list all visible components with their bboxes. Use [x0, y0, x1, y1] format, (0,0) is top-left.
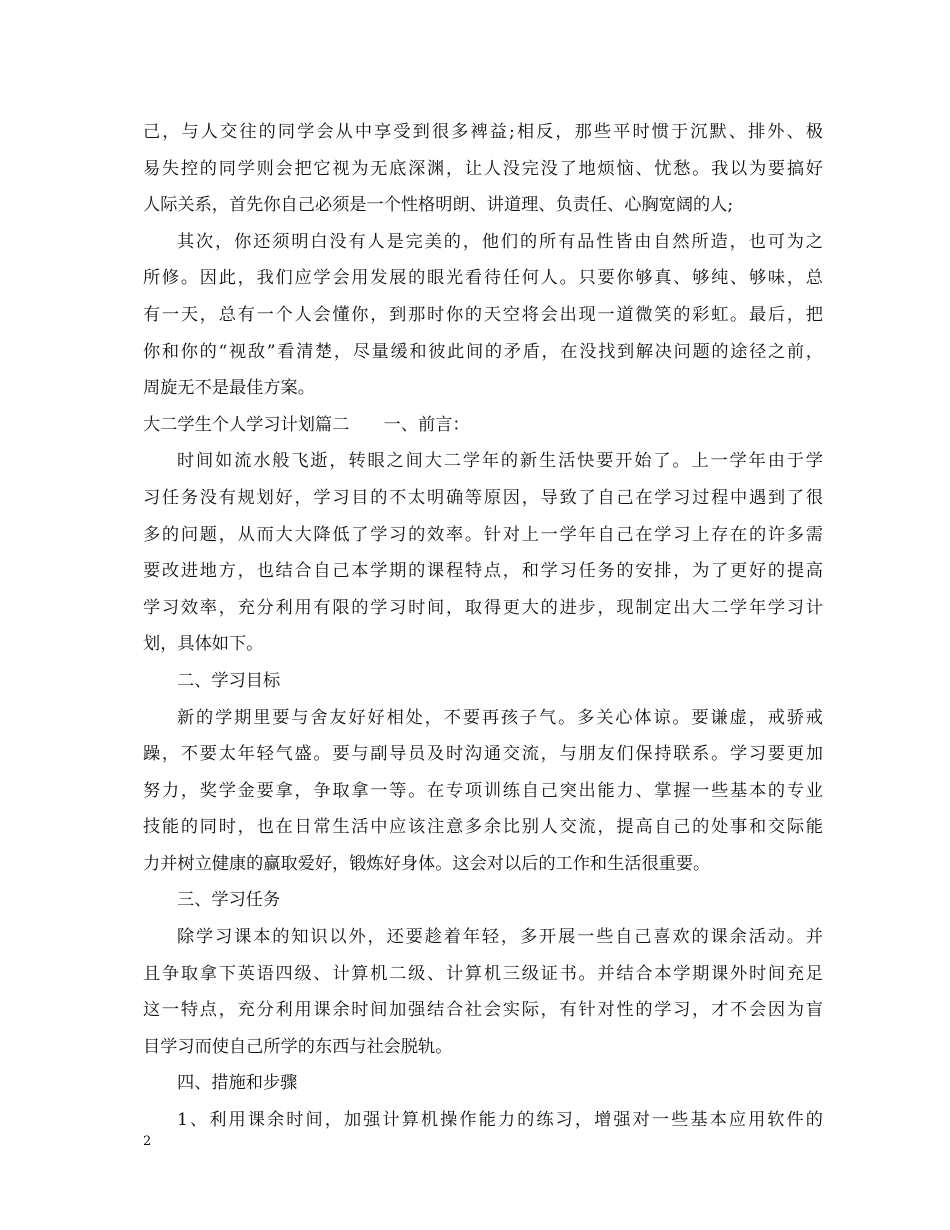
text-line: 所修。因此，我们应学会用发展的眼光看待任何人。只要你够真、够纯、够味，总 [143, 268, 823, 289]
text-line: 且争取拿下英语四级、计算机二级、计算机三级证书。并结合本学期课外时间充足 [143, 963, 823, 984]
text-line: 目学习而使自己所学的东西与社会脱轨。 [143, 1036, 453, 1057]
text-line: 人际关系，首先你自己必须是一个性格明朗、讲道理、负责任、心胸宽阔的人; [143, 195, 734, 216]
text-line: 你和你的“视敌”看清楚，尽量缓和彼此间的矛盾，在没找到解决问题的途径之前， [143, 341, 823, 362]
text-line: 新的学期里要与舍友好好相处，不要再孩子气。多关心体谅。要谦虚，戒骄戒 [177, 707, 823, 728]
text-line: 学习效率，充分利用有限的学习时间，取得更大的进步，现制定出大二学年学习计 [143, 597, 823, 618]
text-line: 易失控的同学则会把它视为无底深渊，让人没完没了地烦恼、忧愁。我以为要搞好 [143, 158, 823, 179]
text-line: 二、学习目标 [177, 670, 281, 691]
text-line: 大二学生个人学习计划篇二 一、前言： [143, 414, 470, 435]
text-line: 这一特点，充分利用课余时间加强结合社会实际，有针对性的学习，才不会因为盲 [143, 1000, 823, 1021]
text-line: 躁，不要太年轻气盛。要与副导员及时沟通交流，与朋友们保持联系。学习要更加 [143, 744, 823, 765]
text-line: 要改进地方，也结合自己本学期的课程特点，和学习任务的安排，为了更好的提高 [143, 561, 823, 582]
text-line: 习任务没有规划好，学习目的不太明确等原因，导致了自己在学习过程中遇到了很 [143, 487, 823, 508]
text-line: 三、学习任务 [177, 890, 281, 911]
text-line: 己，与人交往的同学会从中享受到很多裨益;相反，那些平时惯于沉默、排外、极 [143, 122, 823, 142]
text-line: 四、措施和步骤 [177, 1073, 298, 1094]
text-line: 力并树立健康的赢取爱好，锻炼好身体。这会对以后的工作和生活很重要。 [143, 853, 711, 874]
text-line: 划，具体如下。 [143, 634, 264, 655]
text-line: 其次，你还须明白没有人是完美的，他们的所有品性皆由自然所造，也可为之 [177, 231, 823, 252]
text-line: 技能的同时，也在日常生活中应该注意多余比别人交流，提高自己的处事和交际能 [143, 817, 823, 838]
text-line: 1、利用课余时间，加强计算机操作能力的练习，增强对一些基本应用软件的 [177, 1110, 823, 1131]
text-line: 除学习课本的知识以外，还要趁着年轻，多开展一些自己喜欢的课余活动。并 [177, 927, 823, 948]
page-number: 2 [143, 1134, 152, 1149]
text-line: 时间如流水般飞逝，转眼之间大二学年的新生活快要开始了。上一学年由于学 [177, 451, 823, 472]
text-line: 努力，奖学金要拿，争取拿一等。在专项训练自己突出能力、掌握一些基本的专业 [143, 780, 823, 801]
text-line: 多的问题，从而大大降低了学习的效率。针对上一学年自己在学习上存在的许多需 [143, 524, 823, 545]
document-body [143, 114, 823, 1139]
text-line: 有一天，总有一个人会懂你，到那时你的天空将会出现一道微笑的彩虹。最后，把 [143, 304, 823, 325]
text-line: 周旋无不是最佳方案。 [143, 378, 315, 399]
